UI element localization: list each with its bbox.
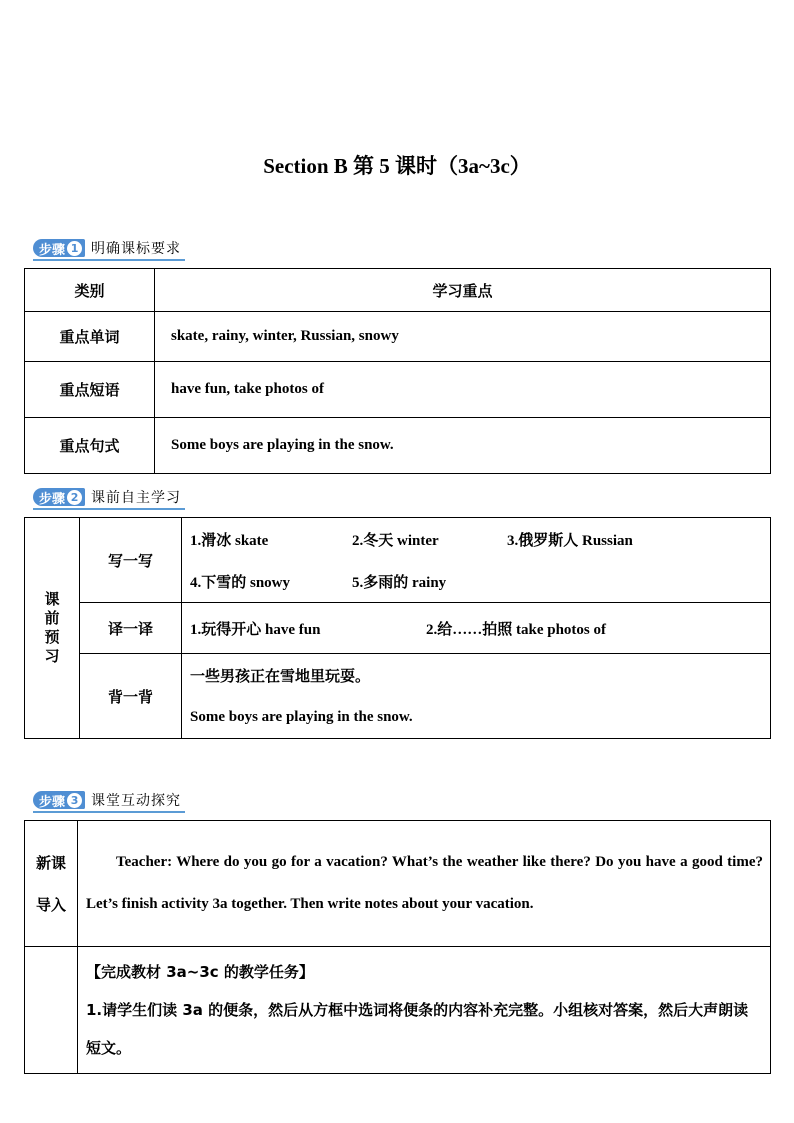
- translate-label: 译一译: [80, 603, 182, 654]
- write-item: 1.滑冰 skate: [190, 532, 269, 549]
- write-content: [182, 518, 771, 603]
- lead-in-paragraph: Teacher: Where do you go for a vacation? What’s the weather like there? Do you have a good time? Let’s finish activity 3a together. Then write notes about your vacation.: [86, 854, 763, 912]
- step-badge: [33, 488, 85, 506]
- recite-line: 一些男孩正在雪地里玩耍。: [190, 668, 371, 685]
- lead-in-row: [25, 821, 771, 947]
- write-item: 3.俄罗斯人 Russian: [507, 532, 633, 549]
- row-category: 重点单词: [25, 312, 155, 362]
- step-number: 2: [67, 490, 82, 505]
- lead-in-text: [78, 821, 771, 947]
- task-text: 1.请学生们读 3a 的便条，然后从方框中选词将便条的内容补充完整。小组核对答案，然后大声朗读短文。: [86, 1001, 749, 1057]
- lead-in-label: [25, 821, 78, 947]
- page-title: Section B 第 5 课时（3a~3c）: [263, 154, 531, 178]
- classroom-table: [24, 820, 771, 1074]
- side-label: [25, 518, 80, 739]
- step-label: 课前自主学习: [91, 490, 182, 506]
- write-item: 2.冬天 winter: [352, 532, 439, 549]
- translate-row: [25, 603, 771, 654]
- step-badge-label: 步骤: [39, 491, 66, 507]
- table-row: [25, 312, 771, 362]
- table-row: [25, 418, 771, 474]
- row-category: 重点句式: [25, 418, 155, 474]
- table-header-row: [25, 269, 771, 312]
- write-label: 写一写: [80, 518, 182, 603]
- step-number: 3: [67, 793, 82, 808]
- objectives-table: [24, 268, 771, 474]
- task-empty-cell: [25, 947, 78, 1074]
- lead-in-label-text: 新课 导入: [35, 853, 66, 914]
- translate-item: 2.给……拍照 take photos of: [426, 621, 607, 638]
- row-content: skate, rainy, winter, Russian, snowy: [155, 312, 771, 362]
- step-label: 课堂互动探究: [91, 793, 182, 809]
- header-focus: 学习重点: [155, 269, 771, 312]
- step-badge-label: 步骤: [39, 794, 66, 810]
- row-content: have fun, take photos of: [155, 362, 771, 418]
- task-content: [78, 947, 771, 1074]
- write-row: [25, 518, 771, 603]
- side-label-text: 课 前 预 习: [44, 590, 60, 665]
- step-3-heading: [33, 789, 185, 813]
- recite-line: Some boys are playing in the snow.: [190, 708, 413, 725]
- row-category: 重点短语: [25, 362, 155, 418]
- task-heading: 【完成教材 3a~3c 的教学任务】: [86, 963, 314, 981]
- step-badge: [33, 239, 85, 257]
- task-row: [25, 947, 771, 1074]
- step-badge: [33, 791, 85, 809]
- header-category: 类别: [25, 269, 155, 312]
- recite-content: [182, 654, 771, 739]
- step-1-heading: [33, 237, 185, 261]
- step-label: 明确课标要求: [91, 241, 182, 257]
- preview-table: [24, 517, 771, 739]
- translate-content: [182, 603, 771, 654]
- write-item: 4.下雪的 snowy: [190, 574, 291, 591]
- write-item: 5.多雨的 rainy: [352, 574, 447, 591]
- table-row: [25, 362, 771, 418]
- row-content: Some boys are playing in the snow.: [155, 418, 771, 474]
- translate-item: 1.玩得开心 have fun: [190, 621, 321, 638]
- step-number: 1: [67, 241, 82, 256]
- recite-row: [25, 654, 771, 739]
- step-2-heading: [33, 486, 185, 510]
- step-badge-label: 步骤: [39, 242, 66, 258]
- recite-label: 背一背: [80, 654, 182, 739]
